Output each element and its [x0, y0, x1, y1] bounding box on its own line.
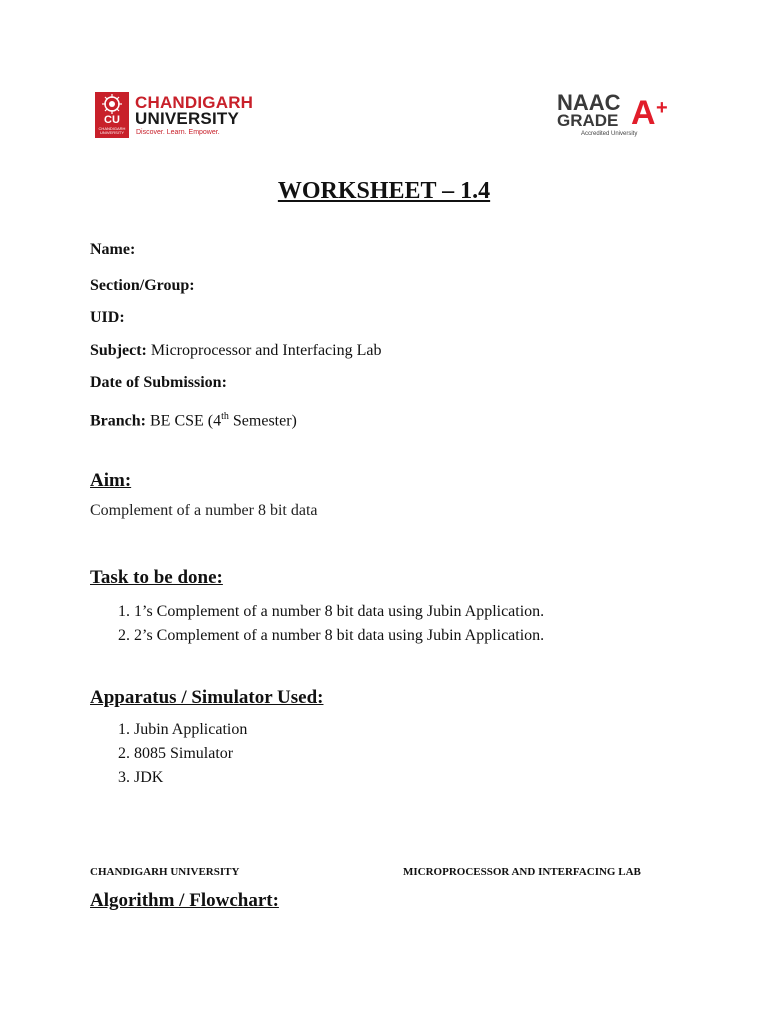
- naac-grade-logo: [555, 92, 680, 140]
- subject-value: Microprocessor and Interfacing Lab: [150, 342, 382, 359]
- apparatus-heading: Apparatus / Simulator Used:: [90, 687, 324, 708]
- cu-emblem-star-icon: [95, 92, 129, 116]
- footer-right: MICROPROCESSOR AND INTERFACING LAB: [403, 866, 641, 878]
- uid-label: UID:: [90, 309, 125, 326]
- branch-value-end: Semester): [228, 412, 297, 430]
- list-item: 3. JDK: [134, 766, 247, 790]
- cu-emblem-letters: CU: [104, 114, 120, 126]
- footer-left: CHANDIGARH UNIVERSITY: [90, 866, 240, 878]
- naac-line2: GRADE: [557, 111, 619, 130]
- task-list: [90, 600, 544, 648]
- list-item: 2. 8085 Simulator: [134, 742, 247, 766]
- uid-field: [90, 308, 125, 328]
- aim-text: Complement of a number 8 bit data: [90, 502, 318, 519]
- list-item: 2. 2’s Complement of a number 8 bit data using Jubin Application.: [134, 624, 544, 648]
- aim-heading: Aim:: [90, 470, 132, 491]
- worksheet-title: WORKSHEET – 1.4: [277, 178, 491, 204]
- branch-field: [90, 407, 297, 431]
- cu-name-line2: UNIVERSITY: [135, 109, 240, 128]
- date-field: [90, 373, 227, 393]
- branch-value: BE CSE (4: [150, 412, 222, 430]
- list-item: 1. Jubin Application: [134, 718, 247, 742]
- cu-emblem-icon: [95, 92, 129, 138]
- cu-emblem-small-text: CHANDIGARH UNIVERSITY: [98, 126, 126, 135]
- naac-grade-plus: +: [656, 97, 668, 119]
- subject-field: [90, 341, 381, 361]
- branch-superscript: th: [221, 411, 229, 422]
- cu-tagline: Discover. Learn. Empower.: [136, 129, 220, 136]
- task-heading: Task to be done:: [90, 567, 223, 588]
- section-label: Section/Group:: [90, 277, 195, 294]
- cu-name-line1: CHANDIGARH: [135, 93, 254, 112]
- section-field: [90, 276, 195, 296]
- name-field: [90, 240, 135, 260]
- naac-grade-letter: A: [631, 94, 656, 132]
- chandigarh-university-logo: [95, 92, 265, 140]
- branch-label: Branch:: [90, 412, 146, 430]
- apparatus-list: [90, 718, 247, 790]
- algorithm-heading: Algorithm / Flowchart:: [90, 890, 279, 911]
- name-label: Name:: [90, 241, 136, 258]
- date-label: Date of Submission:: [90, 374, 227, 391]
- naac-line1: NAAC: [557, 90, 621, 115]
- naac-accredited-text: Accredited University: [581, 131, 638, 137]
- subject-label: Subject:: [90, 342, 147, 359]
- list-item: 1. 1’s Complement of a number 8 bit data using Jubin Application.: [134, 600, 544, 624]
